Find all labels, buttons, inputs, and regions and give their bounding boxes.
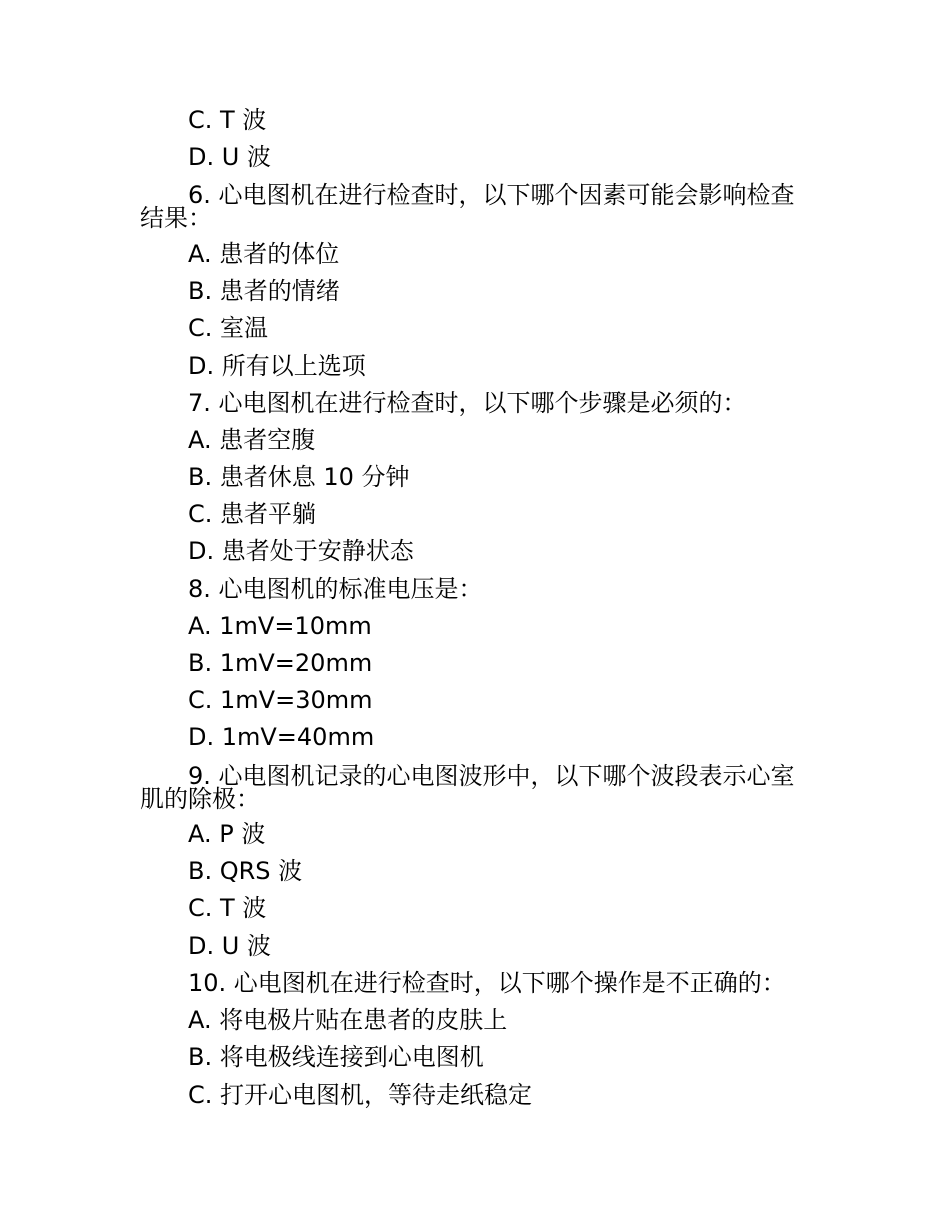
- option-b-q7: B. 患者休息 10 分钟: [188, 463, 410, 491]
- question-6: 6. 心电图机在进行检查时，以下哪个因素可能会影响检查: [188, 181, 795, 209]
- question-6-continuation: 结果：: [140, 204, 212, 232]
- option-d-q8: D. 1mV=40mm: [188, 723, 375, 751]
- option-b-q10: B. 将电极线连接到心电图机: [188, 1043, 484, 1071]
- option-b-q9: B. QRS 波: [188, 857, 303, 885]
- option-c-q9: C. T 波: [188, 894, 267, 922]
- option-c-q7: C. 患者平躺: [188, 500, 317, 528]
- option-c-t-wave-q5: C. T 波: [188, 106, 267, 134]
- question-10: 10. 心电图机在进行检查时，以下哪个操作是不正确的：: [188, 969, 786, 997]
- option-c-q10: C. 打开心电图机，等待走纸稳定: [188, 1081, 533, 1109]
- option-a-q10: A. 将电极片贴在患者的皮肤上: [188, 1006, 508, 1034]
- option-b-q6: B. 患者的情绪: [188, 277, 340, 305]
- option-d-q7: D. 患者处于安静状态: [188, 537, 414, 565]
- question-9: 9. 心电图机记录的心电图波形中，以下哪个波段表示心室: [188, 762, 795, 790]
- option-d-u-wave-q5: D. U 波: [188, 143, 271, 171]
- question-7: 7. 心电图机在进行检查时，以下哪个步骤是必须的：: [188, 389, 747, 417]
- option-c-q6: C. 室温: [188, 314, 269, 342]
- option-d-q9: D. U 波: [188, 932, 271, 960]
- option-a-q8: A. 1mV=10mm: [188, 612, 372, 640]
- option-b-q8: B. 1mV=20mm: [188, 649, 373, 677]
- option-a-q6: A. 患者的体位: [188, 240, 340, 268]
- option-a-q9: A. P 波: [188, 820, 266, 848]
- question-8: 8. 心电图机的标准电压是：: [188, 575, 483, 603]
- question-9-continuation: 肌的除极：: [140, 785, 260, 813]
- option-c-q8: C. 1mV=30mm: [188, 686, 373, 714]
- option-d-q6: D. 所有以上选项: [188, 352, 366, 380]
- option-a-q7: A. 患者空腹: [188, 426, 316, 454]
